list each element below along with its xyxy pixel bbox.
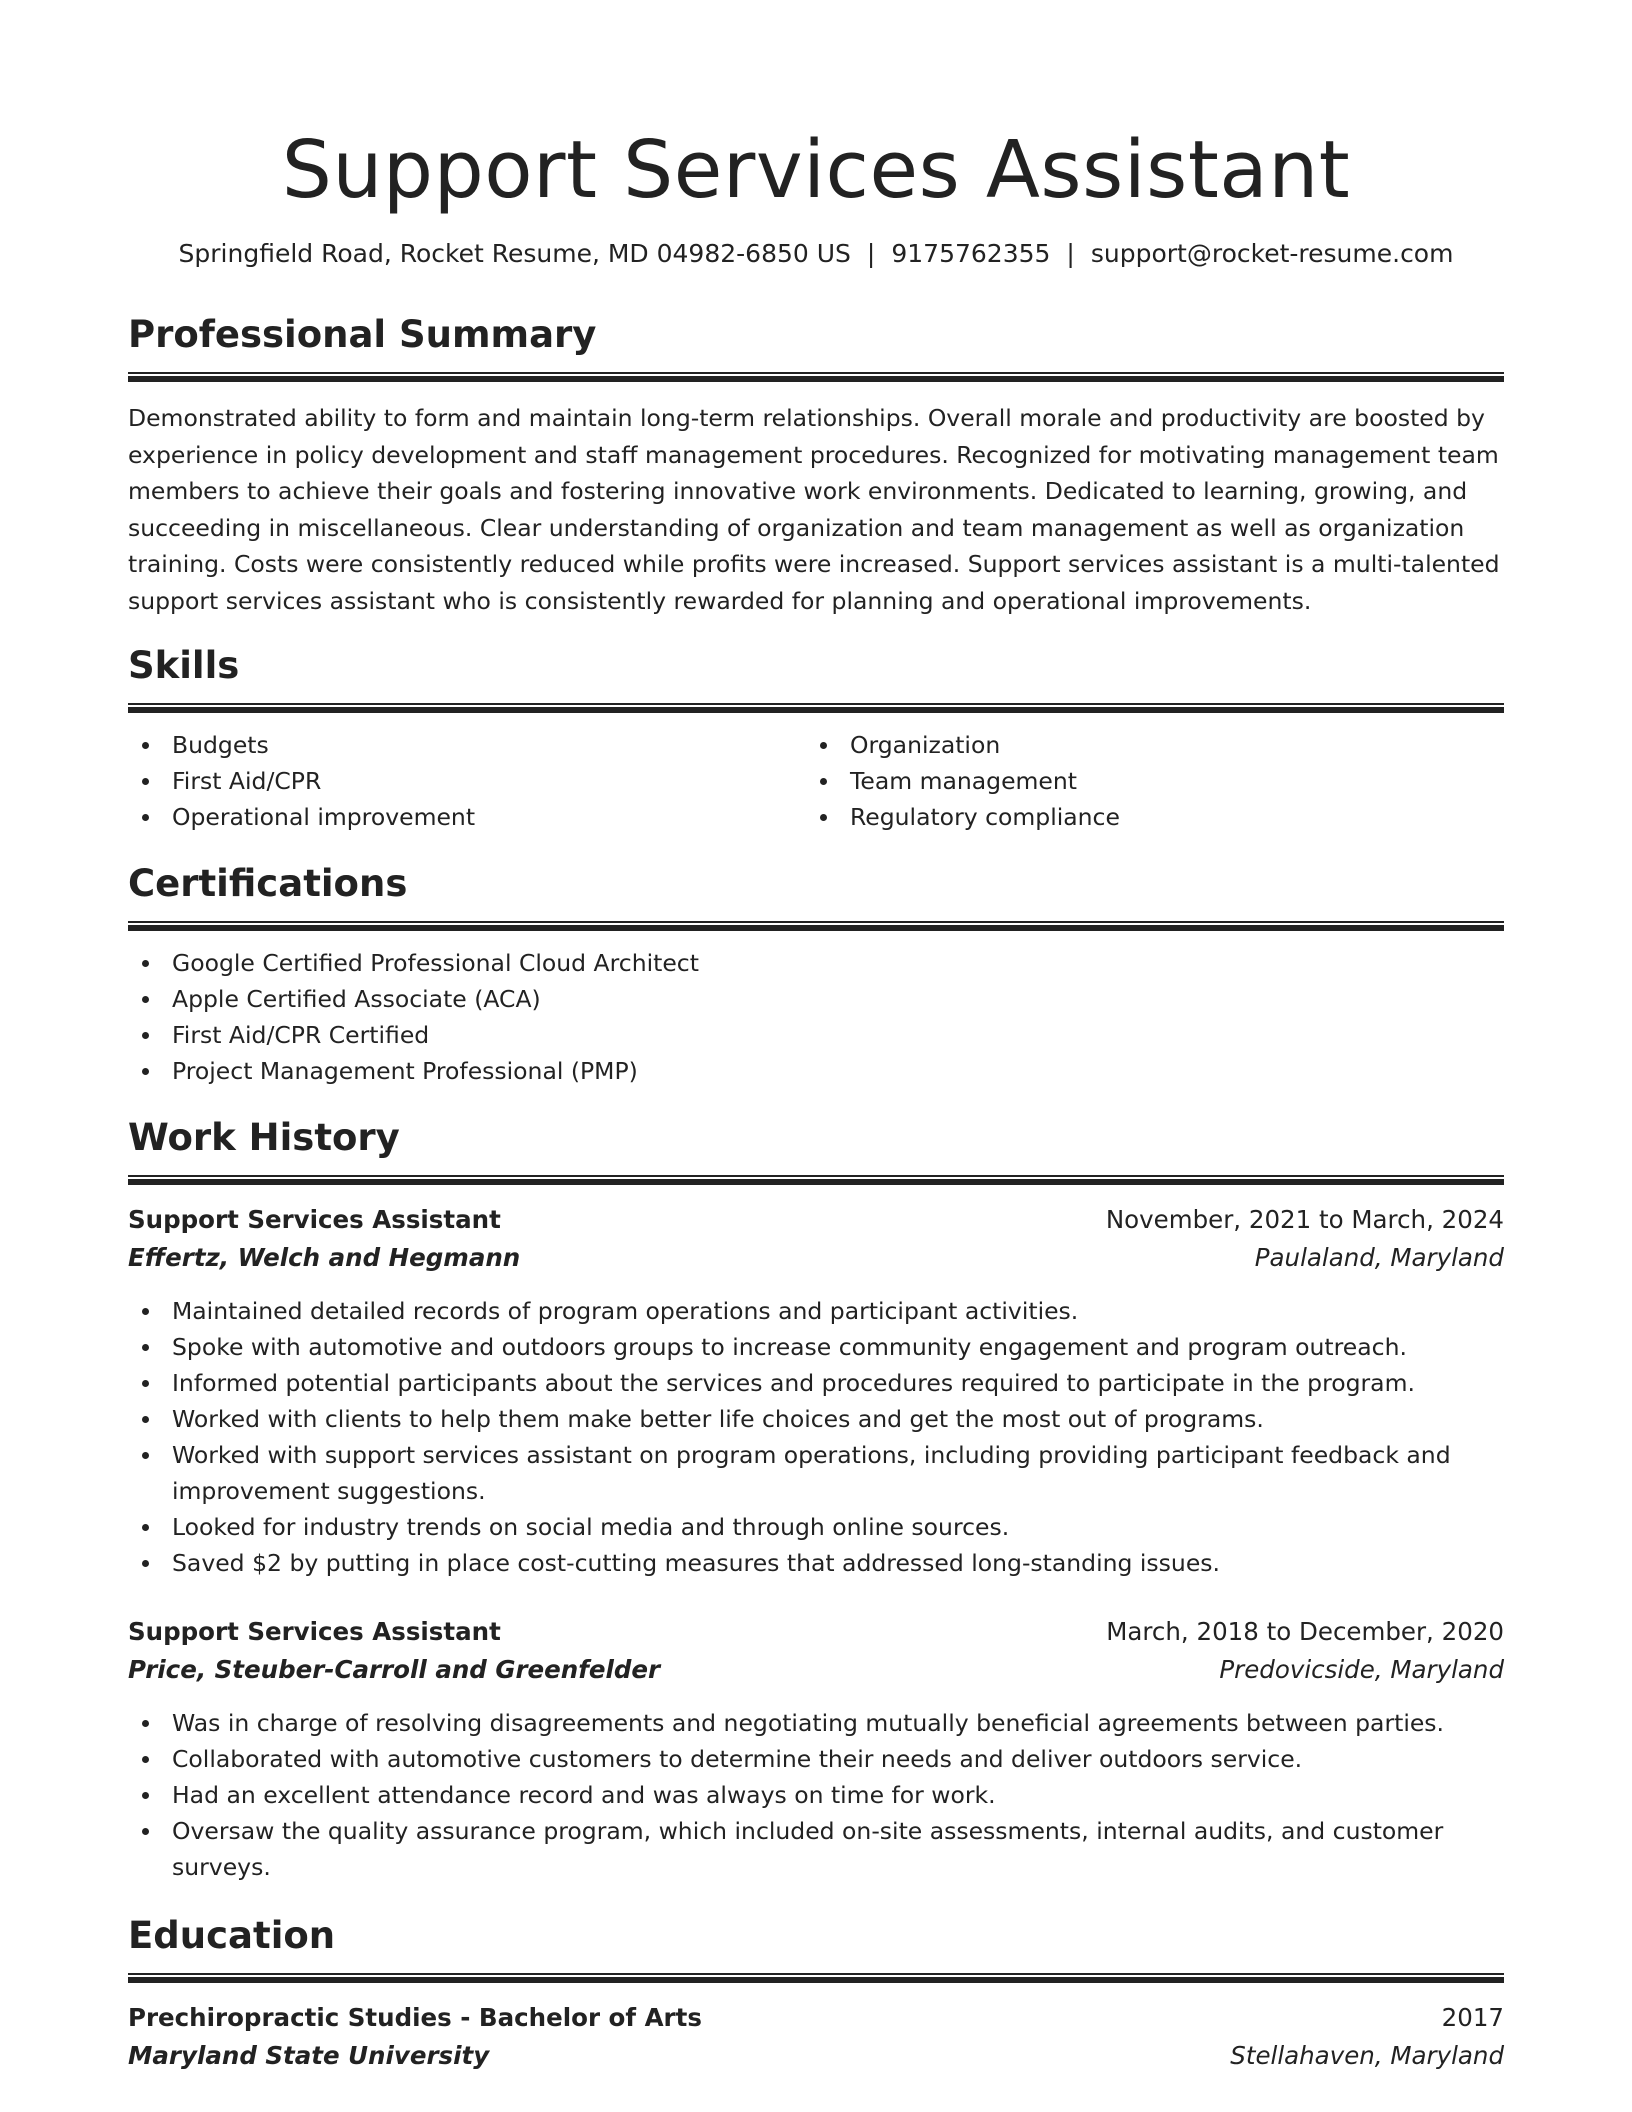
- skill-item: Operational improvement: [128, 799, 806, 835]
- contact-separator: |: [1066, 239, 1075, 268]
- section-work-history: [128, 1113, 1504, 1885]
- job-title: Support Services Assistant: [128, 1617, 501, 1646]
- skill-item: First Aid/CPR: [128, 763, 806, 799]
- section-summary: [128, 310, 1504, 619]
- section-title-certifications: Certifications: [128, 862, 408, 905]
- certifications-list: [128, 945, 1504, 1089]
- section-divider: [128, 921, 1504, 931]
- summary-text: Demonstrated ability to form and maintain long-term relationships. Overall morale and productivity are boosted by experience in policy development and staff management procedures. Recognized for motivating management team members to achieve their goals and fostering innovative work environments. Dedicated to learning, growing, and succeeding in miscellaneous. Clear understanding of organization and team management as well as organization training. Costs were consistently reduced while profits were increased. Support services assistant is a multi-talented support services assistant who is consistently rewarded for planning and operational improvements.: [128, 404, 1500, 615]
- job-bullet: Had an excellent attendance record and was always on time for work.: [128, 1777, 1504, 1813]
- skill-item: Regulatory compliance: [806, 799, 1484, 835]
- job-bullets: [128, 1293, 1504, 1581]
- candidate-name: Support Services Assistant: [281, 124, 1351, 216]
- job-bullet: Spoke with automotive and outdoors groups to increase community engagement and program outreach.: [128, 1329, 1504, 1365]
- job-bullet: Maintained detailed records of program operations and participant activities.: [128, 1293, 1504, 1329]
- job-company-row: [128, 1651, 1504, 1689]
- certification-item: Google Certified Professional Cloud Architect: [128, 945, 1504, 981]
- section-divider: [128, 1175, 1504, 1185]
- job-bullet: Was in charge of resolving disagreements and negotiating mutually beneficial agreements between parties.: [128, 1705, 1504, 1741]
- certification-item: Apple Certified Associate (ACA): [128, 981, 1504, 1017]
- education-year: 2017: [1441, 2003, 1504, 2032]
- section-title-summary: Professional Summary: [128, 313, 597, 356]
- skills-column-right: [806, 727, 1484, 835]
- job-company: Price, Steuber-Carroll and Greenfelder: [128, 1655, 661, 1684]
- job-entry: [128, 1201, 1504, 1581]
- education-header-row: [128, 1999, 1504, 2037]
- section-divider: [128, 1973, 1504, 1983]
- job-bullet: Collaborated with automotive customers to determine their needs and deliver outdoors service.: [128, 1741, 1504, 1777]
- certification-item: First Aid/CPR Certified: [128, 1017, 1504, 1053]
- skill-item: Budgets: [128, 727, 806, 763]
- section-title-skills: Skills: [128, 644, 240, 687]
- section-title-education: Education: [128, 1914, 336, 1957]
- contact-email: support@rocket-resume.com: [1090, 239, 1454, 268]
- job-bullet: Looked for industry trends on social media and through online sources.: [128, 1509, 1504, 1545]
- job-location: Predovicside, Maryland: [1219, 1655, 1504, 1684]
- job-entry: [128, 1613, 1504, 1885]
- education-location: Stellahaven, Maryland: [1230, 2041, 1504, 2070]
- section-title-work-history: Work History: [128, 1116, 400, 1159]
- section-certifications: [128, 859, 1504, 1089]
- job-company-row: [128, 1239, 1504, 1277]
- contact-phone: 9175762355: [891, 239, 1051, 268]
- job-header-row: [128, 1201, 1504, 1239]
- skill-item: Team management: [806, 763, 1484, 799]
- education-degree: Prechiropractic Studies - Bachelor of Arts: [128, 2003, 702, 2032]
- job-bullet: Saved $2 by putting in place cost-cutting measures that addressed long-standing issues.: [128, 1545, 1504, 1581]
- job-dates: March, 2018 to December, 2020: [1106, 1617, 1504, 1646]
- skills-column-left: [128, 727, 806, 835]
- education-school: Maryland State University: [128, 2041, 490, 2070]
- contact-separator: |: [866, 239, 876, 268]
- section-divider: [128, 703, 1504, 713]
- section-skills: [128, 641, 1504, 835]
- contact-line: [128, 236, 1504, 272]
- section-divider: [128, 372, 1504, 382]
- education-entry: [128, 1999, 1504, 2075]
- job-bullet: Worked with support services assistant on program operations, including providing participant feedback and improvement suggestions.: [128, 1437, 1504, 1509]
- job-header-row: [128, 1613, 1504, 1651]
- job-location: Paulaland, Maryland: [1254, 1243, 1504, 1272]
- contact-address: Springfield Road, Rocket Resume, MD 04982-6850 US: [178, 239, 851, 268]
- job-company: Effertz, Welch and Hegmann: [128, 1243, 521, 1272]
- job-dates: November, 2021 to March, 2024: [1105, 1205, 1504, 1234]
- job-bullets: [128, 1705, 1504, 1885]
- skill-item: Organization: [806, 727, 1484, 763]
- job-bullet: Worked with clients to help them make better life choices and get the most out of programs.: [128, 1401, 1504, 1437]
- certification-item: Project Management Professional (PMP): [128, 1053, 1504, 1089]
- resume-page: [128, 118, 1504, 2075]
- section-education: [128, 1911, 1504, 2075]
- job-title: Support Services Assistant: [128, 1205, 501, 1234]
- skills-grid: [128, 727, 1504, 835]
- job-bullet: Oversaw the quality assurance program, which included on-site assessments, internal audits, and customer surveys.: [128, 1813, 1504, 1885]
- education-school-row: [128, 2037, 1504, 2075]
- job-bullet: Informed potential participants about the services and procedures required to participate in the program.: [128, 1365, 1504, 1401]
